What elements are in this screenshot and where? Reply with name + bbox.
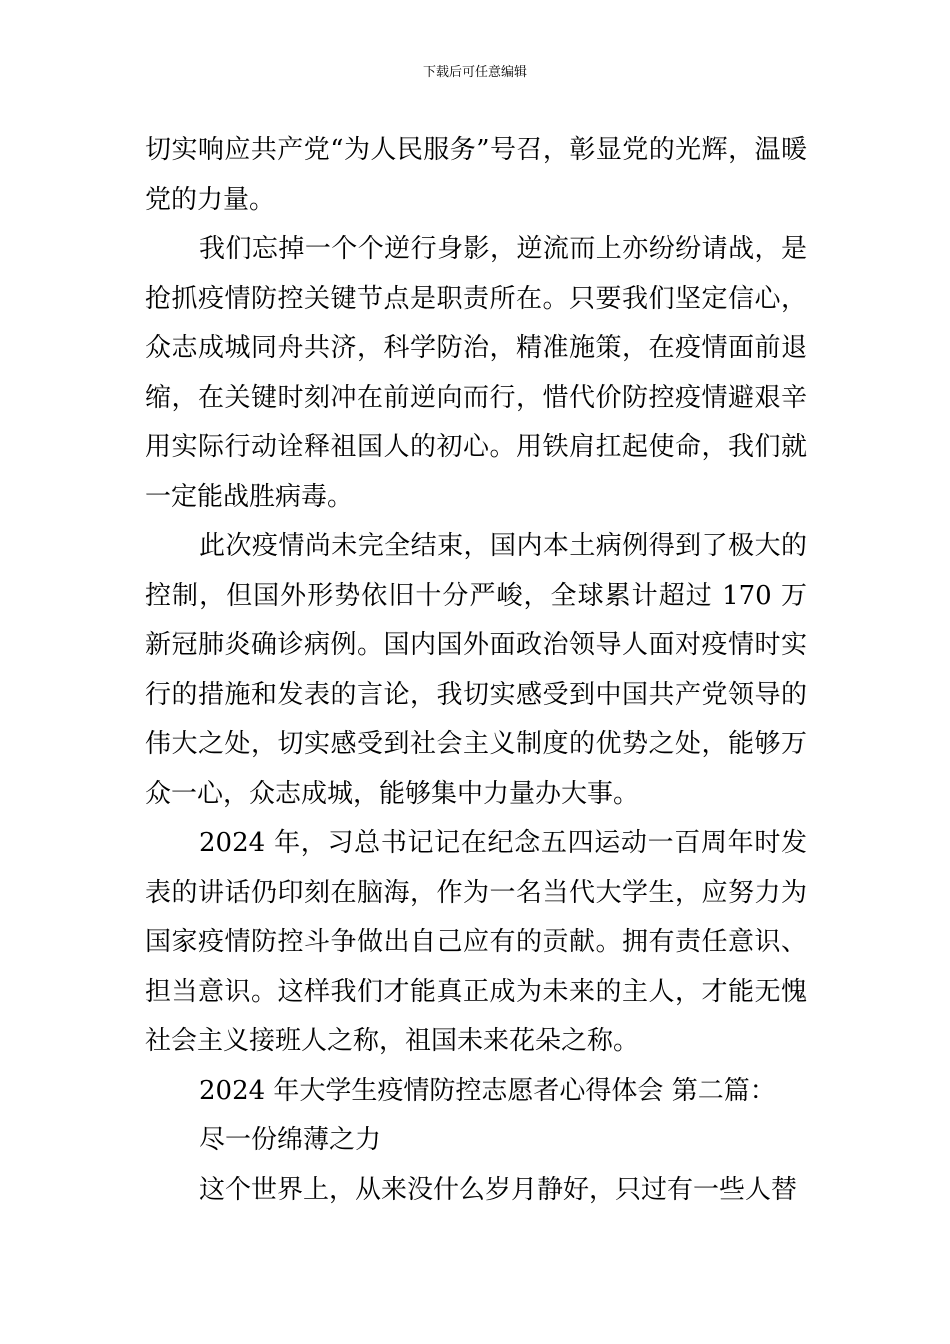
page-header: 下载后可任意编辑 — [422, 65, 527, 80]
paragraph-1: 切实响应共产党“为人民服务”号召，彰显党的光辉，温暖党的力量。 — [145, 135, 807, 215]
paragraph-5: 这个世界上，从来没什么岁月静好，只过有一些人替 — [199, 1174, 798, 1205]
paragraph-2: 我们忘掉一个个逆行身影，逆流而上亦纷纷请战，是抢抓疫情防控关键节点是职责所在。只要我们坚定信心，众志成城同舟共济，科学防治，精准施策，在疫情面前退缩，在关键时刻冲在前逆向而行，惜代价防控疫情避艰辛用实际行动诠释祖国人的初心。用铁肩扛起使命，我们就一定能战胜病毒。 — [145, 234, 807, 512]
section-subheading: 尽一份绵薄之力 — [199, 1125, 382, 1155]
paragraph-4: 2024 年，习总书记记在纪念五四运动一百周年时发表的讲话仍印刻在脑海，作为一名当代大学生，应努力为国家疫情防控斗争做出自己应有的贡献。拥有责任意识、担当意识。这样我们才能真正成为未来的主人，才能无愧社会主义接班人之称，祖国未来花朵之称。 — [145, 828, 807, 1056]
document-body — [145, 126, 807, 1215]
paragraph-3: 此次疫情尚未完全结束，国内本土病例得到了极大的控制，但国外形势依旧十分严峻，全球累计超过 170 万新冠肺炎确诊病例。国内国外面政治领导人面对疫情时实行的措施和发表的言论，我切实感受到中国共产党领导的伟大之处，切实感受到社会主义制度的优势之处，能够万众一心，众志成城，能够集中力量办大事。 — [145, 531, 807, 809]
section-heading: 2024 年大学生疫情防控志愿者心得体会 第二篇： — [199, 1075, 776, 1106]
